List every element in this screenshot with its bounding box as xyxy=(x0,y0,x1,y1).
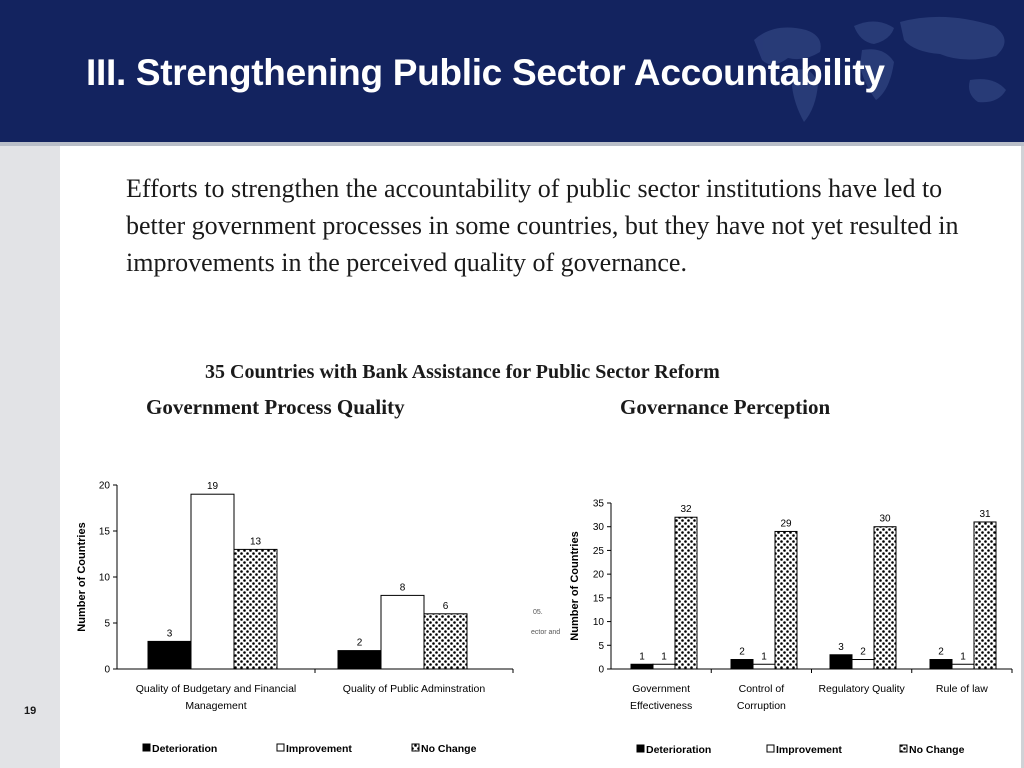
data-label: 31 xyxy=(979,508,991,520)
data-label: 3 xyxy=(166,628,173,640)
chart-governance-perception xyxy=(569,499,1012,757)
data-label: 2 xyxy=(739,646,745,658)
y-tick-label: 30 xyxy=(592,522,604,534)
x-category-label: Effectiveness xyxy=(629,700,693,712)
data-label: 29 xyxy=(780,518,792,530)
y-tick-label: 20 xyxy=(98,480,110,492)
legend-swatch xyxy=(900,745,907,752)
x-category-label: Quality of Budgetary and Financial xyxy=(135,683,297,695)
bar-improvement xyxy=(852,660,874,669)
y-tick-label: 35 xyxy=(592,498,604,510)
data-label: 6 xyxy=(442,600,449,612)
y-tick-label: 5 xyxy=(598,640,604,652)
chart-process-quality xyxy=(76,481,513,756)
y-tick-label: 10 xyxy=(98,572,110,584)
data-label: 1 xyxy=(761,651,767,663)
data-label: 2 xyxy=(860,646,866,658)
x-category-label: Management xyxy=(185,700,247,712)
y-tick-label: 25 xyxy=(592,545,604,557)
data-label: 2 xyxy=(938,646,944,658)
legend-label: Deterioration xyxy=(152,743,218,755)
data-label: 8 xyxy=(399,582,406,594)
data-label: 19 xyxy=(206,481,219,493)
data-label: 1 xyxy=(661,651,667,663)
y-tick-label: 10 xyxy=(592,617,604,629)
legend-swatch xyxy=(277,744,284,751)
data-label: 2 xyxy=(356,637,363,649)
background-text-fragment: ector and xyxy=(531,629,561,636)
x-category-label: Quality of Public Adminstration xyxy=(342,683,486,695)
x-category-label: Regulatory Quality xyxy=(818,683,905,695)
bar-no-change xyxy=(974,522,996,669)
slide-number: 19 xyxy=(24,705,37,717)
bar-no-change xyxy=(874,527,896,669)
bar-no-change xyxy=(424,614,467,669)
bar-deterioration xyxy=(930,660,952,669)
legend-swatch xyxy=(637,745,644,752)
y-tick-label: 15 xyxy=(98,526,110,538)
y-axis-title: Number of Countries xyxy=(569,531,581,641)
legend-swatch xyxy=(767,745,774,752)
body-paragraph: Efforts to strengthen the accountability of public sector institutions have led to better government processes in some countries, but they have not yet resulted in improvements in the perceived quality of governance. xyxy=(126,174,959,277)
right-chart-subtitle: Governance Perception xyxy=(620,395,831,419)
y-tick-label: 20 xyxy=(592,569,604,581)
y-tick-label: 5 xyxy=(104,618,110,630)
data-label: 32 xyxy=(680,504,692,516)
data-label: 30 xyxy=(879,513,891,525)
x-category-label: Corruption xyxy=(736,700,786,712)
bar-deterioration xyxy=(148,641,191,669)
legend-label: Deterioration xyxy=(646,744,712,756)
y-tick-label: 0 xyxy=(598,664,604,676)
data-label: 1 xyxy=(639,651,645,663)
x-category-label: Government xyxy=(632,683,691,695)
bar-no-change xyxy=(234,549,277,669)
slide-title: III. Strengthening Public Sector Accountability xyxy=(86,52,885,93)
legend-swatch xyxy=(143,744,150,751)
legend-label: No Change xyxy=(421,743,477,755)
legend-swatch xyxy=(412,744,419,751)
data-label: 13 xyxy=(249,536,262,548)
y-tick-label: 0 xyxy=(104,664,110,676)
x-category-label: Rule of law xyxy=(935,683,988,695)
y-tick-label: 15 xyxy=(592,593,604,605)
bar-no-change xyxy=(675,517,697,669)
y-axis-title: Number of Countries xyxy=(76,522,88,632)
x-category-label: Control of xyxy=(738,683,785,695)
data-label: 3 xyxy=(838,641,844,653)
bar-improvement xyxy=(753,664,775,669)
bar-improvement xyxy=(952,664,974,669)
bar-no-change xyxy=(775,531,797,669)
chart-heading: 35 Countries with Bank Assistance for Public Sector Reform xyxy=(205,361,720,383)
bar-deterioration xyxy=(631,664,653,669)
bar-improvement xyxy=(653,664,675,669)
bar-improvement xyxy=(381,595,424,669)
bar-deterioration xyxy=(830,655,852,669)
bar-improvement xyxy=(191,494,234,669)
legend-label: Improvement xyxy=(776,744,842,756)
legend-label: Improvement xyxy=(286,743,352,755)
data-label: 1 xyxy=(960,651,966,663)
bar-deterioration xyxy=(731,660,753,669)
left-chart-subtitle: Government Process Quality xyxy=(146,395,405,419)
background-text-fragment: 05. xyxy=(533,609,543,616)
bar-deterioration xyxy=(338,651,381,669)
legend-label: No Change xyxy=(909,744,965,756)
